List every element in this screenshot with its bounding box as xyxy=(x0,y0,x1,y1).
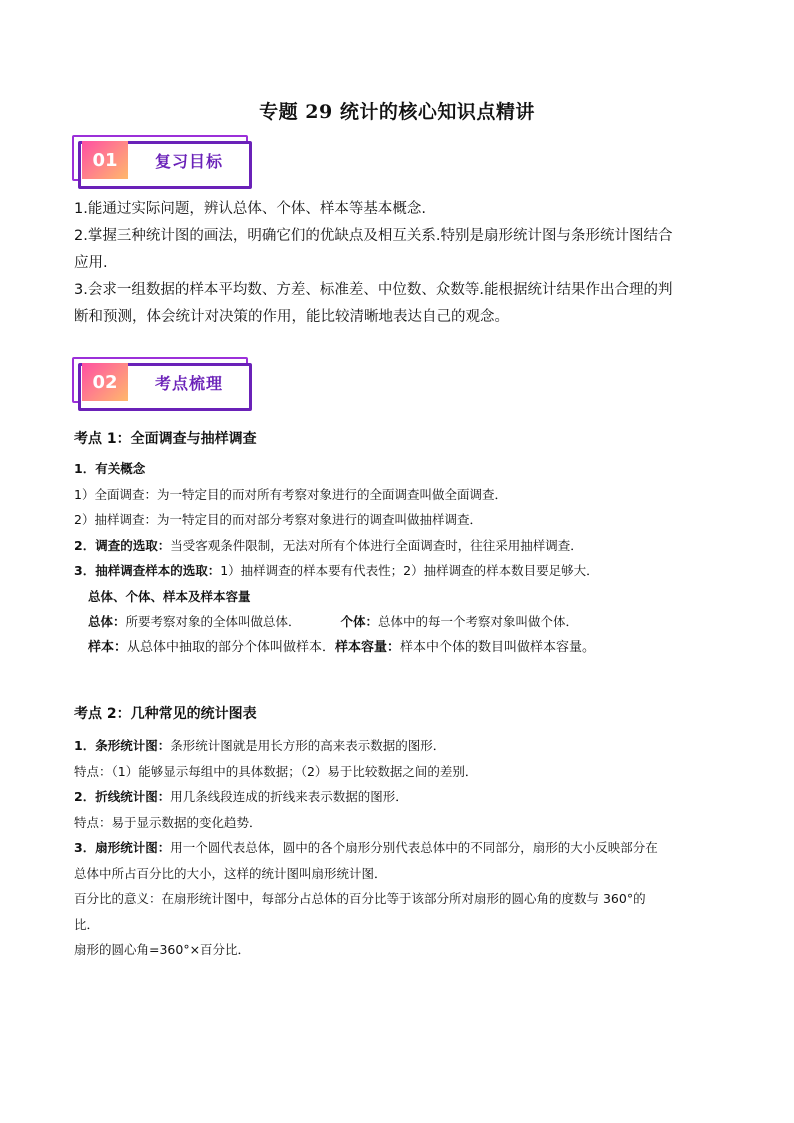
term-text: 从总体中抽取的部分个体叫做样本． xyxy=(127,639,336,655)
section-number: 02 xyxy=(82,363,128,401)
term-text: 所要考察对象的全体叫做总体． xyxy=(125,614,301,629)
goal-line: 1.能通过实际问题，辨认总体、个体、样本等基本概念. xyxy=(74,201,426,217)
text-line xyxy=(74,784,734,810)
section-banner-key-points xyxy=(72,357,252,413)
term-label: 3．抽样调查样本的选取： xyxy=(74,563,221,578)
term-label: 2．调查的选取： xyxy=(74,537,171,553)
text-line xyxy=(74,635,734,661)
section-number: 01 xyxy=(82,141,128,179)
term-text: 1）抽样调查的样本要有代表性；2）抽样调查的样本数目要足够大． xyxy=(220,563,599,578)
term-label: 1．条形统计图： xyxy=(74,738,171,753)
term-label: 3．扇形统计图： xyxy=(74,840,171,855)
term-label: 个体： xyxy=(340,614,379,629)
section-label: 考点梳理 xyxy=(154,373,223,393)
term-text: 样本中个体的数目叫做样本容量。 xyxy=(400,639,596,655)
term-text: 总体中的每一个考察对象叫做个体． xyxy=(378,614,579,629)
term-text: 条形统计图就是用长方形的高来表示数据的图形． xyxy=(170,738,446,753)
text-line: 总体中所占百分比的大小，这样的统计图叫扇形统计图． xyxy=(74,865,387,881)
term-text: 当受客观条件限制，无法对所有个体进行全面调查时，往往采用抽样调查． xyxy=(170,537,583,553)
term-text: 用一个圆代表总体，圆中的各个扇形分别代表总体中的不同部分，扇形的大小反映部分在 xyxy=(170,840,658,855)
point1-body xyxy=(74,456,734,660)
term-label: 2．折线统计图： xyxy=(74,789,171,804)
text-line xyxy=(74,733,734,759)
concept-title: 1．有关概念 xyxy=(74,461,146,476)
text-line: 特点：（1）能够显示每组中的具体数据；（2）易于比较数据之间的差别． xyxy=(74,763,478,779)
goal-line: 断和预测，体会统计对决策的作用，能比较清晰地表达自己的观念。 xyxy=(74,309,509,325)
text-line: 特点：易于显示数据的变化趋势． xyxy=(74,814,262,830)
term-label: 样本容量： xyxy=(335,639,401,655)
review-goals-list xyxy=(74,196,724,331)
goal-line: 应用. xyxy=(74,255,108,271)
point2-heading: 考点 2：几种常见的统计图表 xyxy=(74,706,257,722)
goal-line: 3.会求一组数据的样本平均数、方差、标准差、中位数、众数等.能根据统计结果作出合理的判 xyxy=(74,282,673,298)
text-line xyxy=(74,558,734,584)
term-text: 用几条线段连成的折线来表示数据的图形． xyxy=(170,789,408,804)
section-banner-review-goals xyxy=(72,135,252,191)
text-line: 1）全面调查：为一特定目的而对所有考察对象进行的全面调查叫做全面调查． xyxy=(74,486,507,502)
text-line xyxy=(74,609,734,635)
point2-body xyxy=(74,733,734,963)
text-line xyxy=(74,835,734,861)
text-line: 扇形的圆心角=360°×百分比． xyxy=(74,942,251,957)
goal-line: 2.掌握三种统计图的画法，明确它们的优缺点及相互关系.特别是扇形统计图与条形统计图结合 xyxy=(74,228,673,244)
subheading: 总体、个体、样本及样本容量 xyxy=(88,588,251,604)
text-line: 百分比的意义：在扇形统计图中，每部分占总体的百分比等于该部分所对扇形的圆心角的度数与 360°的 xyxy=(74,891,646,906)
text-line: 2）抽样调查：为一特定目的而对部分考察对象进行的调查叫做抽样调查． xyxy=(74,512,482,527)
page-title: 专题 29 统计的核心知识点精讲 xyxy=(259,101,535,123)
term-label: 样本： xyxy=(88,639,128,655)
text-line xyxy=(74,533,734,559)
text-line: 比． xyxy=(74,916,100,932)
term-label: 总体： xyxy=(88,614,126,629)
point1-heading: 考点 1：全面调查与抽样调查 xyxy=(74,431,257,447)
section-label: 复习目标 xyxy=(154,151,223,171)
